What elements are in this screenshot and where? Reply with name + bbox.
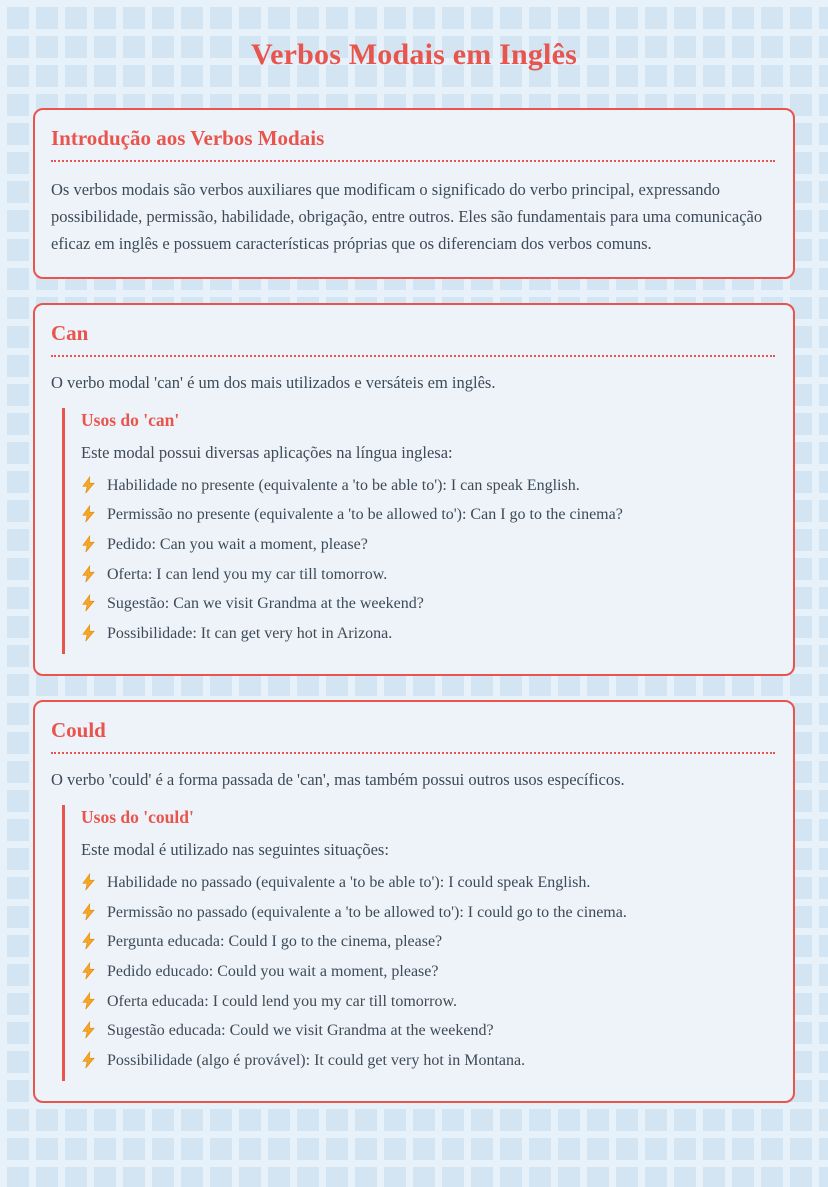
list-item-text: Possibilidade: It can get very hot in Arizona. bbox=[107, 624, 393, 642]
list-item-text: Permissão no presente (equivalente a 'to be allowed to'): Can I go to the cinema? bbox=[107, 506, 623, 524]
subsection-heading: Usos do 'could' bbox=[81, 807, 194, 828]
section-heading: Could bbox=[51, 718, 775, 754]
list-item bbox=[81, 902, 775, 924]
list-item bbox=[81, 1050, 775, 1072]
section-heading: Can bbox=[51, 321, 775, 357]
subsection-usos-do-can bbox=[62, 408, 775, 655]
list-item-text: Pedido educado: Could you wait a moment, please? bbox=[107, 962, 439, 980]
list-item-text: Permissão no passado (equivalente a 'to be allowed to'): I could go to the cinema. bbox=[107, 903, 627, 921]
page-title: Verbos Modais em Inglês bbox=[250, 38, 577, 71]
list-item bbox=[81, 872, 775, 894]
section-introducao bbox=[33, 108, 795, 279]
lightning-icon bbox=[81, 873, 96, 891]
usage-list bbox=[81, 475, 775, 645]
section-intro: O verbo modal 'can' é um dos mais utilizados e versáteis em inglês. bbox=[51, 373, 496, 393]
list-item bbox=[81, 931, 775, 953]
section-paragraph: Os verbos modais são verbos auxiliares que modificam o significado do verbo principal, expressando possibilidade, permissão, habilidade, obrigação, entre outros. Eles são fundamentais para uma comunicação eficaz em inglês e possuem características próprias que os diferenciam dos verbos comuns. bbox=[51, 180, 763, 254]
section-intro: O verbo 'could' é a forma passada de 'can', mas também possui outros usos específicos. bbox=[51, 770, 625, 790]
list-item bbox=[81, 623, 775, 645]
lightning-icon bbox=[81, 565, 96, 583]
usage-list bbox=[81, 872, 775, 1071]
list-item bbox=[81, 991, 775, 1013]
list-item bbox=[81, 534, 775, 556]
list-item-text: Habilidade no passado (equivalente a 'to be able to'): I could speak English. bbox=[107, 874, 591, 892]
list-item bbox=[81, 504, 775, 526]
list-item-text: Habilidade no presente (equivalente a 'to be able to'): I can speak English. bbox=[107, 476, 580, 494]
subsection-lead: Este modal possui diversas aplicações na língua inglesa: bbox=[81, 442, 453, 462]
list-item-text: Sugestão educada: Could we visit Grandma at the weekend? bbox=[107, 1022, 494, 1040]
lightning-icon bbox=[81, 1021, 96, 1039]
lightning-icon bbox=[81, 932, 96, 950]
lightning-icon bbox=[81, 594, 96, 612]
lightning-icon bbox=[81, 476, 96, 494]
list-item-text: Oferta educada: I could lend you my car till tomorrow. bbox=[107, 992, 457, 1010]
list-item-text: Pergunta educada: Could I go to the cinema, please? bbox=[107, 933, 443, 951]
list-item-text: Sugestão: Can we visit Grandma at the weekend? bbox=[107, 595, 424, 613]
list-item-text: Possibilidade (algo é provável): It could get very hot in Montana. bbox=[107, 1051, 526, 1069]
list-item bbox=[81, 564, 775, 586]
list-item bbox=[81, 1020, 775, 1042]
list-item bbox=[81, 961, 775, 983]
section-could bbox=[33, 700, 795, 1103]
lightning-icon bbox=[81, 962, 96, 980]
subsection-usos-do-could bbox=[62, 805, 775, 1081]
list-item bbox=[81, 593, 775, 615]
lightning-icon bbox=[81, 624, 96, 642]
list-item bbox=[81, 475, 775, 497]
list-item-text: Pedido: Can you wait a moment, please? bbox=[107, 536, 368, 554]
lightning-icon bbox=[81, 535, 96, 553]
list-item-text: Oferta: I can lend you my car till tomorrow. bbox=[107, 565, 388, 583]
lightning-icon bbox=[81, 992, 96, 1010]
lightning-icon bbox=[81, 903, 96, 921]
subsection-heading: Usos do 'can' bbox=[81, 409, 180, 430]
subsection-lead: Este modal é utilizado nas seguintes situações: bbox=[81, 840, 389, 860]
lightning-icon bbox=[81, 505, 96, 523]
lightning-icon bbox=[81, 1051, 96, 1069]
section-can bbox=[33, 303, 795, 676]
section-heading: Introdução aos Verbos Modais bbox=[51, 126, 775, 162]
